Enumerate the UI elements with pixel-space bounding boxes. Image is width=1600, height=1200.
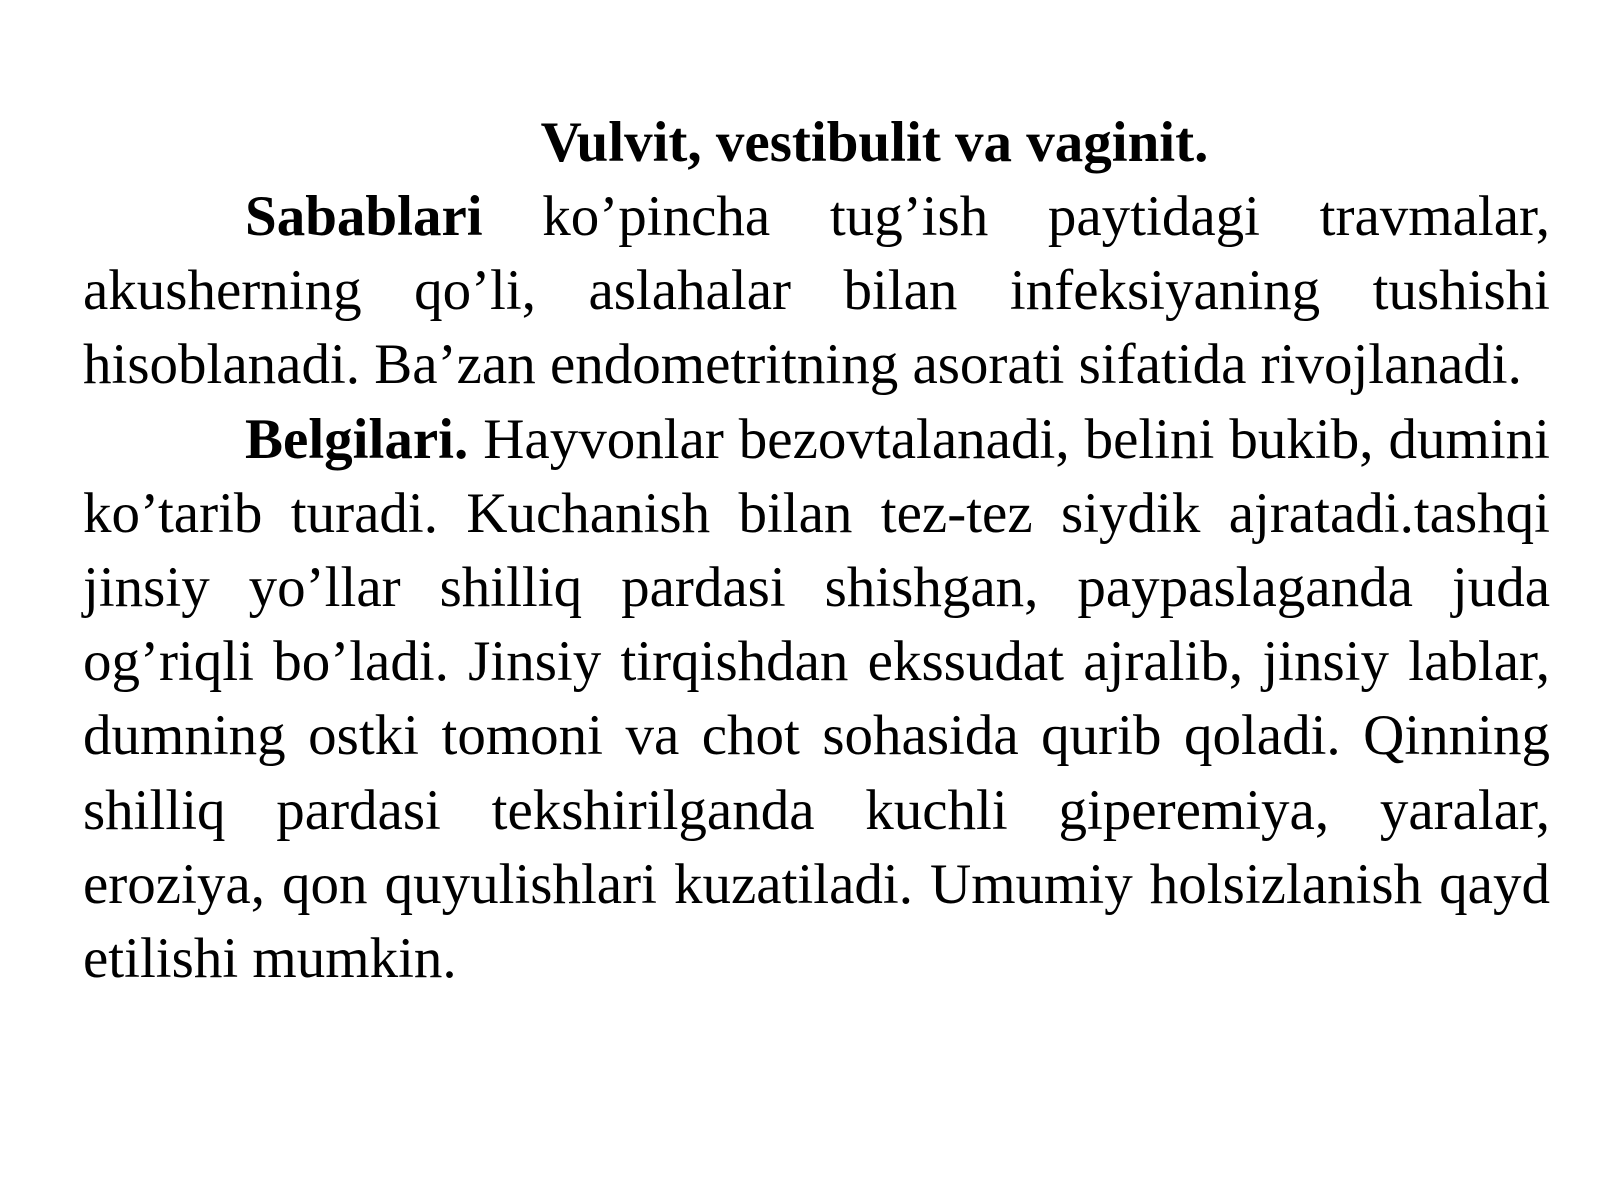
causes-paragraph: [83, 180, 1550, 403]
causes-heading: Sabablari: [245, 185, 483, 248]
symptoms-paragraph: [83, 403, 1550, 997]
document-slide: [83, 105, 1550, 996]
symptoms-heading: Belgilari.: [245, 407, 469, 471]
page-title: Vulvit, vestibulit va vaginit.: [540, 111, 1209, 174]
causes-text: ko’pincha tug’ish paytidagi travmalar, akusherning qo’li, aslahalar bilan infeksiyaning tushishi hisoblanadi. Ba’zan endometritning asorati sifatida rivojlanadi.: [83, 185, 1550, 397]
symptoms-text: Hayvonlar bezovtalanadi, belini bukib, dumini ko’tarib turadi. Kuchanish bilan tez-tez siydik ajratadi.tashqi jinsiy yo’llar shilliq pardasi shishgan, paypaslaganda juda og’riqli bo’ladi. Jinsiy tirqishdan ekssudat ajralib, jinsiy lablar, dumning ostki tomoni va chot sohasida qurib qoladi. Qinning shilliq pardasi tekshirilganda kuchli giperemiya, yaralar, eroziya, qon quyulishlari kuzatiladi. Umumiy holsizlanish qayd etilishi mumkin.: [83, 407, 1550, 991]
